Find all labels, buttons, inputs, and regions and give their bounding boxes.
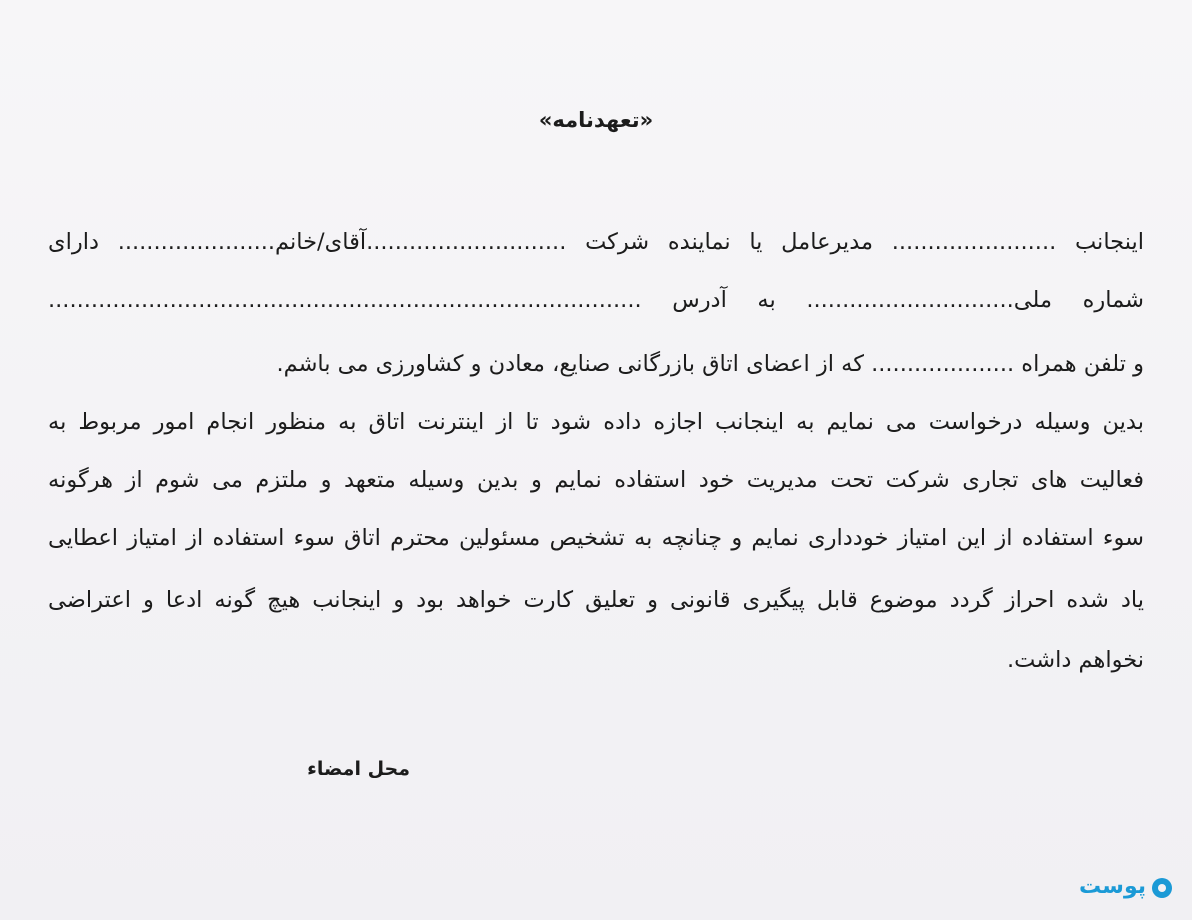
line-3: و تلفن همراه .................... که از اعضای اتاق بازرگانی صنایع، معادن و کشاورزی می باشم. [276, 351, 1144, 377]
circle-logo-icon [1152, 878, 1172, 898]
line-8: نخواهم داشت. [1006, 647, 1144, 673]
line-7: یاد شده احراز گردد موضوع قابل پیگیری قانونی و تعلیق کارت خواهد بود و اینجانب هیچ گونه ادعا و اعتراضی [48, 587, 1144, 613]
signature-label: محل امضاء [307, 758, 410, 780]
line-6: سوء استفاده از این امتیاز خودداری نمایم و چنانچه به تشخیص مسئولین محترم اتاق سوء استفاده از امتیاز اعطایی [48, 525, 1144, 551]
watermark [1052, 872, 1178, 906]
line-2: شماره ملی............................. به آدرس ................................................................................... [48, 287, 1144, 313]
line-5: فعالیت های تجاری شرکت تحت مدیریت خود استفاده نمایم و بدین وسیله متعهد و ملتزم می شوم از هرگونه [48, 467, 1144, 493]
watermark-text: پوست [1079, 874, 1146, 899]
document-title: «تعهدنامه» [538, 108, 654, 132]
line-4: بدین وسیله درخواست می نمایم به اینجانب اجازه داده شود تا از اینترنت اتاق به منظور انجام امور مربوط به [48, 409, 1144, 435]
line-1: اینجانب ....................... مدیرعامل یا نماینده شرکت ............................آقای/خانم...................... دارای [48, 229, 1144, 255]
